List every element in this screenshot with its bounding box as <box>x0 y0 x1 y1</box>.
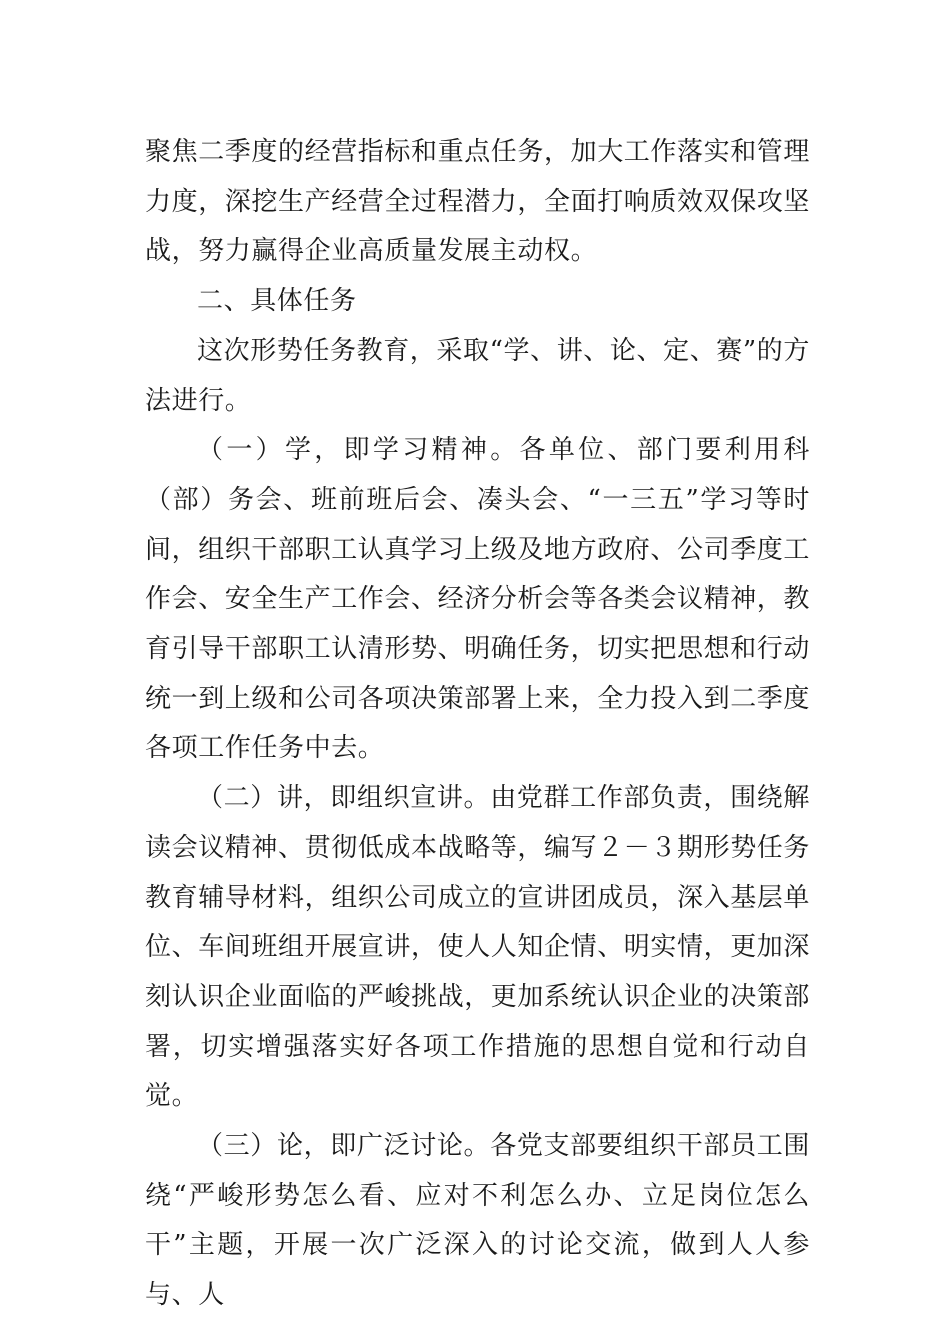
document-body <box>145 128 810 1321</box>
paragraph-discussion: （三）论，即广泛讨论。各党支部要组织干部员工围绕“严峻形势怎么看、应对不利怎么办、立足岗位怎么干”主题，开展一次广泛深入的讨论交流，做到人人参与、人 <box>145 1131 810 1311</box>
paragraph-study: （一）学，即学习精神。各单位、部门要利用科（部）务会、班前班后会、凑头会、“一三五”学习等时间，组织干部职工认真学习上级及地方政府、公司季度工作会、安全生产工作会、经济分析会等各类会议精神，教育引导干部职工认清形势、明确任务，切实把思想和行动统一到上级和公司各项决策部署上来，全力投入到二季度各项工作任务中去。 <box>145 435 811 764</box>
section-heading-specific-tasks: 二、具体任务 <box>197 286 357 317</box>
paragraph-intro-continuation: 聚焦二季度的经营指标和重点任务，加大工作落实和管理力度，深挖生产经营全过程潜力，全面打响质效双保攻坚战，努力赢得企业高质量发展主动权。 <box>145 137 811 267</box>
paragraph-method-overview: 这次形势任务教育，采取“学、讲、论、定、赛”的方法进行。 <box>145 335 810 416</box>
paragraph-lecture: （二）讲，即组织宣讲。由党群工作部负责，围绕解读会议精神、贯彻低成本战略等，编写２－３期形势任务教育辅导材料，组织公司成立的宣讲团成员，深入基层单位、车间班组开展宣讲，使人人知企情、明实情，更加深刻认识企业面临的严峻挑战，更加系统认识企业的决策部署，切实增强落实好各项工作措施的思想自觉和行动自觉。 <box>145 783 811 1112</box>
